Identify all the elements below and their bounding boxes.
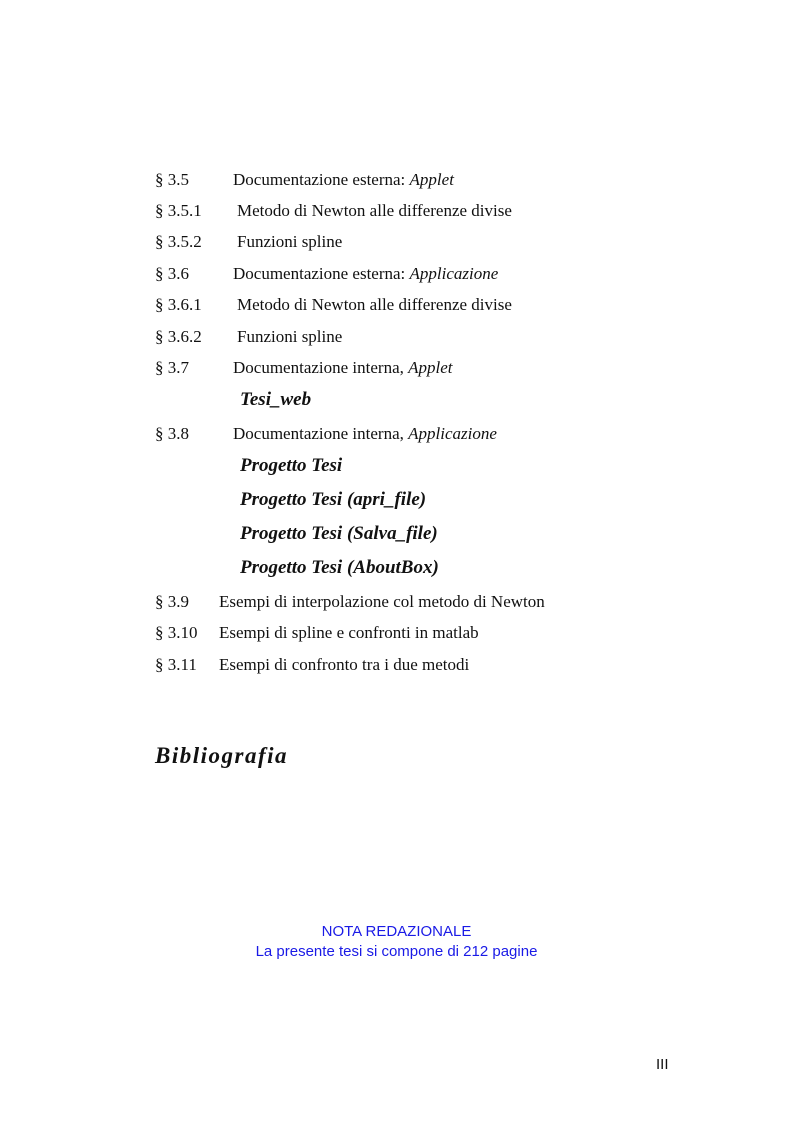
toc-section-number: § 3.10 bbox=[155, 623, 198, 642]
toc-entry-title: Documentazione interna, Applicazione bbox=[233, 424, 497, 443]
toc-section-number: § 3.6 bbox=[155, 264, 189, 283]
toc-section-number: § 3.5 bbox=[155, 170, 189, 189]
editorial-note-text: La presente tesi si compone di 212 pagine bbox=[255, 943, 538, 960]
toc-section-number: § 3.7 bbox=[155, 358, 189, 377]
toc-entry-title: Esempi di spline e confronti in matlab bbox=[219, 623, 479, 642]
toc-section-number: § 3.9 bbox=[155, 592, 189, 611]
toc-section-number: § 3.6.1 bbox=[155, 295, 202, 314]
toc-entry-title: Documentazione esterna: Applicazione bbox=[233, 264, 499, 283]
toc-section-number: § 3.5.1 bbox=[155, 201, 202, 220]
toc-subentry-apri-file: Progetto Tesi (apri_file) bbox=[240, 489, 427, 510]
editorial-note bbox=[0, 922, 793, 962]
toc-entry-title: Metodo di Newton alle differenze divise bbox=[237, 295, 512, 314]
toc-entry-title: Funzioni spline bbox=[237, 327, 343, 346]
toc-entry-title: Documentazione interna, Applet bbox=[233, 358, 453, 377]
toc-subentry-aboutbox: Progetto Tesi (AboutBox) bbox=[240, 557, 439, 578]
toc-section-number: § 3.5.2 bbox=[155, 232, 202, 251]
toc-subentry-tesi-web: Tesi_web bbox=[240, 389, 312, 410]
toc-section-number: § 3.6.2 bbox=[155, 327, 202, 346]
toc-section-number: § 3.8 bbox=[155, 424, 189, 443]
toc-subentry-progetto-tesi: Progetto Tesi bbox=[240, 455, 343, 476]
toc-entry-title: Documentazione esterna: Applet bbox=[233, 170, 454, 189]
toc-entry-title: Funzioni spline bbox=[237, 232, 343, 251]
bibliography-heading: Bibliografia bbox=[155, 743, 289, 768]
editorial-note-title: NOTA REDAZIONALE bbox=[321, 923, 472, 940]
toc-section-number: § 3.11 bbox=[155, 655, 197, 674]
page-number: III bbox=[656, 1056, 669, 1073]
toc-subentry-salva-file: Progetto Tesi (Salva_file) bbox=[240, 523, 438, 544]
toc-entry-title: Metodo di Newton alle differenze divise bbox=[237, 201, 512, 220]
toc-entry-title: Esempi di interpolazione col metodo di Newton bbox=[219, 592, 545, 611]
toc-entry-title: Esempi di confronto tra i due metodi bbox=[219, 655, 470, 674]
